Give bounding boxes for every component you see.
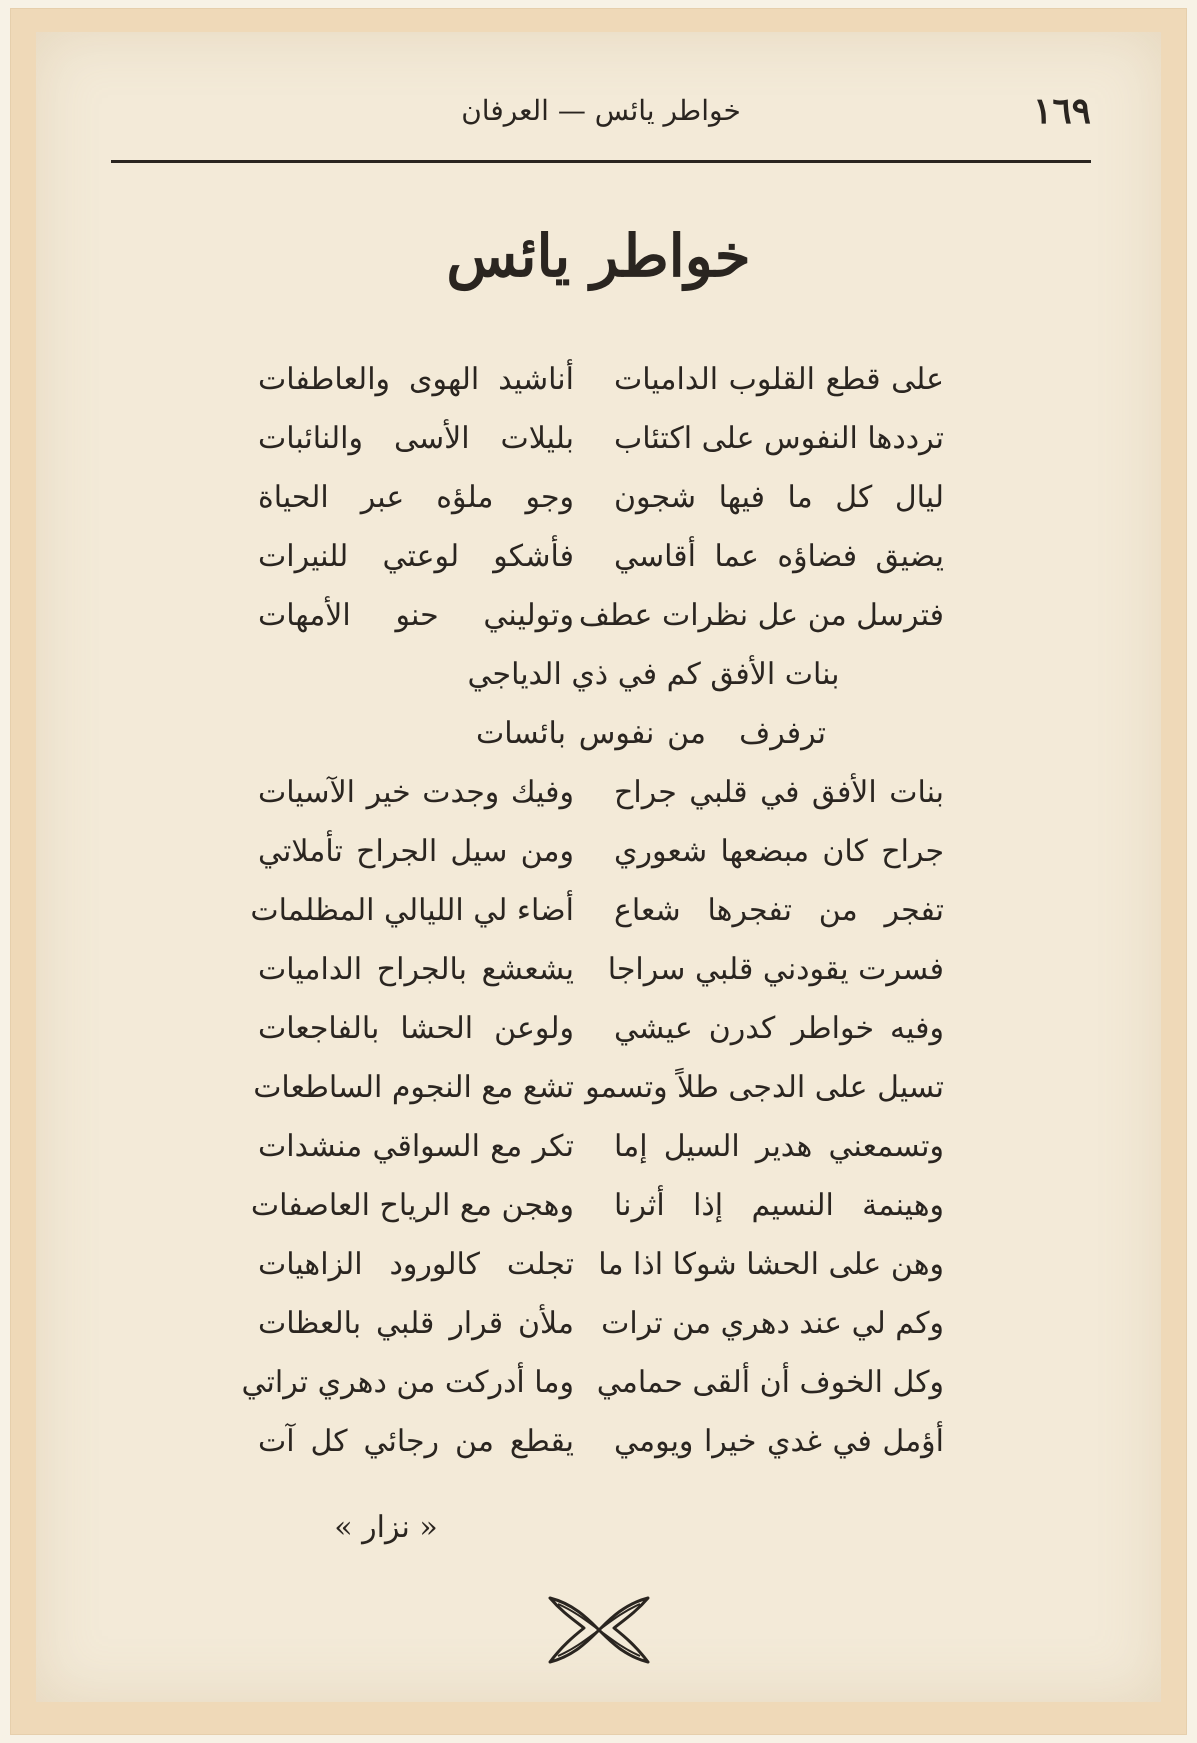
verse-line xyxy=(36,999,1161,1058)
verse-line xyxy=(36,468,1161,527)
verse-second-hemistich: فأشكو لوعتي للنيرات xyxy=(258,539,574,574)
refrain-first-word: ترفرف xyxy=(739,716,826,751)
verse-first-hemistich: فترسل من عل نظرات عطف xyxy=(578,598,944,633)
verse-first-hemistich: أؤمل في غدي خيرا ويومي xyxy=(614,1424,944,1459)
verse-second-hemistich: بليلات الأسى والنائبات xyxy=(258,421,574,456)
verse-first-hemistich: ترددها النفوس على اكتئاب xyxy=(614,421,944,456)
verse-line xyxy=(36,1412,1161,1471)
verse-second-hemistich: ملأن قرار قلبي بالعظات xyxy=(258,1306,574,1341)
verse-second-hemistich: ومن سيل الجراح تأملاتي xyxy=(258,834,574,869)
verse-second-hemistich: تشع مع النجوم الساطعات xyxy=(253,1070,574,1105)
page-number: ١٦٩ xyxy=(1032,90,1091,132)
poem-title: خواطر يائس xyxy=(446,222,751,290)
verse-line xyxy=(36,1176,1161,1235)
verse-second-hemistich: تكر مع السواقي منشدات xyxy=(258,1129,574,1164)
refrain-line xyxy=(36,645,1161,704)
verse-line xyxy=(36,1117,1161,1176)
verse-first-hemistich: وفيه خواطر كدرن عيشي xyxy=(614,1011,944,1046)
author-signature: « نزار » xyxy=(334,1510,438,1545)
verse-line xyxy=(36,940,1161,999)
verse-first-hemistich: وتسمعني هدير السيل إما xyxy=(614,1129,944,1164)
verse-second-hemistich: تجلت كالورود الزاهيات xyxy=(258,1247,574,1282)
verse-second-hemistich: يشعشع بالجراح الداميات xyxy=(258,952,574,987)
verse-line xyxy=(36,763,1161,822)
verse-line xyxy=(36,822,1161,881)
verse-line xyxy=(36,1058,1161,1117)
verse-first-hemistich: ليال كل ما فيها شجون xyxy=(614,480,944,515)
page-header xyxy=(111,90,1091,142)
verse-second-hemistich: يقطع من رجائي كل آت xyxy=(258,1424,574,1459)
verse-first-hemistich: وكل الخوف أن ألقى حمامي xyxy=(596,1365,944,1400)
verse-first-hemistich: تفجر من تفجرها شعاع xyxy=(614,893,944,928)
verse-first-hemistich: وهينمة النسيم إذا أثرنا xyxy=(614,1188,944,1223)
verse-first-hemistich: فسرت يقودني قلبي سراجا xyxy=(607,952,944,987)
verse-first-hemistich: بنات الأفق في قلبي جراح xyxy=(614,775,944,810)
verse-first-hemistich: يضيق فضاؤه عما أقاسي xyxy=(614,539,944,574)
header-rule xyxy=(111,160,1091,163)
verse-line xyxy=(36,1235,1161,1294)
verse-second-hemistich: وفيك وجدت خير الآسيات xyxy=(258,775,574,810)
verse-second-hemistich: وجو ملؤه عبر الحياة xyxy=(258,480,574,515)
running-title: خواطر يائس — العرفان xyxy=(461,94,741,127)
document-page xyxy=(36,32,1161,1702)
verse-second-hemistich: أضاء لي الليالي المظلمات xyxy=(250,893,574,928)
verse-first-hemistich: جراح كان مبضعها شعوري xyxy=(614,834,944,869)
verse-line xyxy=(36,350,1161,409)
refrain-second-hemistich: من نفوس بائسات xyxy=(476,716,706,751)
verse-second-hemistich: أناشيد الهوى والعاطفات xyxy=(258,362,574,397)
verse-first-hemistich: وهن على الحشا شوكا اذا ما xyxy=(598,1247,944,1282)
verse-line xyxy=(36,881,1161,940)
verse-line xyxy=(36,1294,1161,1353)
verse-second-hemistich: ولوعن الحشا بالفاجعات xyxy=(258,1011,574,1046)
verse-line xyxy=(36,409,1161,468)
verse-second-hemistich: وما أدركت من دهري تراتي xyxy=(241,1365,574,1400)
refrain-text: بنات الأفق كم في ذي الدياجي xyxy=(467,657,840,692)
verse-first-hemistich: وكم لي عند دهري من ترات xyxy=(601,1306,944,1341)
verse-second-hemistich: وتوليني حنو الأمهات xyxy=(258,598,574,633)
refrain-line xyxy=(36,704,1161,763)
verse-line xyxy=(36,586,1161,645)
verse-second-hemistich: وهجن مع الرياح العاصفات xyxy=(250,1188,574,1223)
poem-body xyxy=(36,350,1161,1471)
verse-line xyxy=(36,1353,1161,1412)
scroll-ornament-icon xyxy=(544,1590,654,1670)
verse-first-hemistich: على قطع القلوب الداميات xyxy=(614,362,944,397)
verse-first-hemistich: تسيل على الدجى طلاً وتسمو xyxy=(585,1070,944,1105)
verse-line xyxy=(36,527,1161,586)
